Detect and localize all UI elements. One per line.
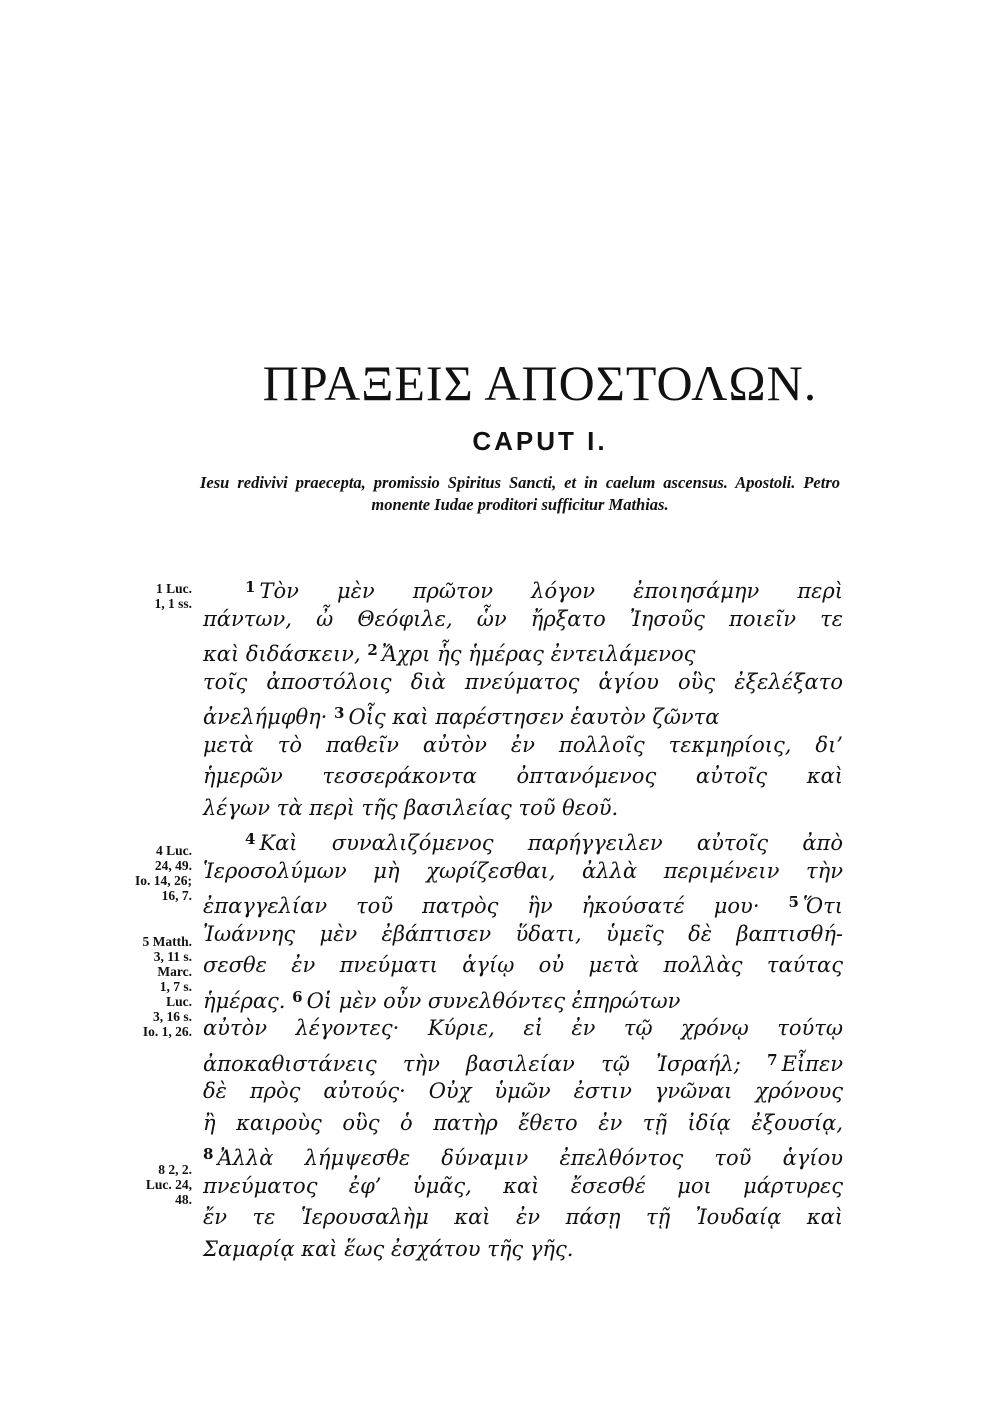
text-line: μετὰ τὸ παθεῖν αὐτὸν ἐν πολλοῖς τεκμηρίοις, δι’ xyxy=(203,732,843,757)
chapter-heading: CAPUT I. xyxy=(472,426,608,456)
text-line: Ἰωάννης μὲν ἐβάπτισεν ὕδατι, ὑμεῖς δὲ βαπτισθή- xyxy=(203,921,843,946)
text-line: τοῖς ἀποστόλοις διὰ πνεύματος ἁγίου οὓς ἐξελέξατο xyxy=(203,669,843,694)
verse-number: 7 xyxy=(767,1050,778,1069)
text-line: ἐπαγγελίαν τοῦ πατρὸς ἣν ἠκούσατέ μου· $^5$ Ὅτι xyxy=(203,893,843,918)
margin-line: Io. 1, 26. xyxy=(142,1024,192,1039)
text-line: σεσθε ἐν πνεύματι ἁγίῳ οὐ μετὰ πολλὰς ταύτας xyxy=(203,953,843,977)
chapter-summary: Iesu redivivi praecepta, promissio Spiritus Sancti, et in caelum ascensus. Apostoli. Petro monente Iudae proditori sufficitur Mathias. xyxy=(200,473,840,514)
margin-note-5 xyxy=(102,934,192,1039)
margin-line: 3, 16 s. xyxy=(152,1009,192,1024)
margin-line: Io. 14, 26; xyxy=(135,873,192,888)
text-line: δὲ πρὸς αὐτούς· Οὐχ ὑμῶν ἐστιν γνῶναι χρόνους xyxy=(203,1079,843,1103)
text-line: $^4$ Καὶ συναλιζόμενος παρήγγειλεν αὐτοῖς ἀπὸ xyxy=(245,830,843,855)
margin-line: 48. xyxy=(175,1192,192,1207)
book-title: ΠΡΑΞΕΙΣ ΑΠΟΣΤΟΛΩΝ. xyxy=(262,355,818,411)
text-line: ἡμέρας. $^6$ Οἱ μὲν οὖν συνελθόντες ἐπηρώτων xyxy=(203,987,681,1013)
margin-line: 5 Matth. xyxy=(142,934,192,949)
margin-line: 8 2, 2. xyxy=(158,1162,192,1177)
text-line: $^8$ Ἀλλὰ λήμψεσθε δύναμιν ἐπελθόντος τοῦ ἁγίου xyxy=(203,1145,843,1170)
text-line: λέγων τὰ περὶ τῆς βασιλείας τοῦ θεοῦ. xyxy=(203,795,619,820)
text-line: ἔν τε Ἱερουσαλὴμ καὶ ἐν πάσῃ τῇ Ἰουδαίᾳ καὶ xyxy=(203,1205,843,1229)
text-line: καὶ διδάσκειν, $^2$ Ἄχρι ἧς ἡμέρας ἐντειλάμενος xyxy=(203,641,696,666)
margin-note-4 xyxy=(102,843,192,903)
text-line: ἡμερῶν τεσσεράκοντα ὀπτανόμενος αὐτοῖς καὶ xyxy=(203,764,843,788)
text-line: ἀποκαθιστάνεις τὴν βασιλείαν τῷ Ἰσραήλ; $^7$ Εἶπεν xyxy=(203,1050,843,1076)
text-line: αὐτὸν λέγοντες· Κύριε, εἰ ἐν τῷ χρόνῳ τούτῳ xyxy=(203,1016,843,1040)
verse-number: 5 xyxy=(788,893,799,911)
margin-line: 3, 11 s. xyxy=(153,949,192,964)
verse-number: 3 xyxy=(334,704,345,722)
margin-note-8 xyxy=(102,1162,192,1207)
body-text xyxy=(203,572,843,1265)
verse-number: 8 xyxy=(203,1145,214,1163)
text-line: Σαμαρίᾳ καὶ ἕως ἐσχάτου τῆς γῆς. xyxy=(203,1236,574,1261)
margin-line: 1, 1 ss. xyxy=(154,596,192,611)
text-line: ἢ καιροὺς οὓς ὁ πατὴρ ἔθετο ἐν τῇ ἰδίᾳ ἐξουσίᾳ, xyxy=(203,1110,843,1135)
text-line: ἀνελήμφθη· $^3$ Οἷς καὶ παρέστησεν ἑαυτὸν ζῶντα xyxy=(203,704,720,729)
margin-line: Marc. xyxy=(157,964,192,979)
text-line: Ἱεροσολύμων μὴ χωρίζεσθαι, ἀλλὰ περιμένειν τὴν xyxy=(203,858,843,883)
text-line: πάντων, ὦ Θεόφιλε, ὧν ἤρξατο Ἰησοῦς ποιεῖν τε xyxy=(203,606,843,631)
margin-line: 24, 49. xyxy=(154,858,192,873)
verse-number: 1 xyxy=(245,578,256,596)
margin-line: 16, 7. xyxy=(161,888,192,903)
verse-number: 4 xyxy=(245,830,256,848)
text-line: πνεύματος ἐφ’ ὑμᾶς, καὶ ἔσεσθέ μοι μάρτυρες xyxy=(203,1173,843,1198)
text-line: $^1$ Τὸν μὲν πρῶτον λόγον ἐποιησάμην περὶ xyxy=(245,578,843,603)
margin-line: 1 Luc. xyxy=(155,581,192,596)
margin-line: 1, 7 s. xyxy=(159,979,192,994)
margin-line: 4 Luc. xyxy=(155,843,192,858)
margin-line: Luc. xyxy=(166,994,192,1009)
verse-number: 6 xyxy=(292,987,303,1006)
verse-number: 2 xyxy=(367,641,378,659)
margin-line: Luc. 24, xyxy=(145,1177,192,1192)
margin-note-1 xyxy=(102,581,192,611)
